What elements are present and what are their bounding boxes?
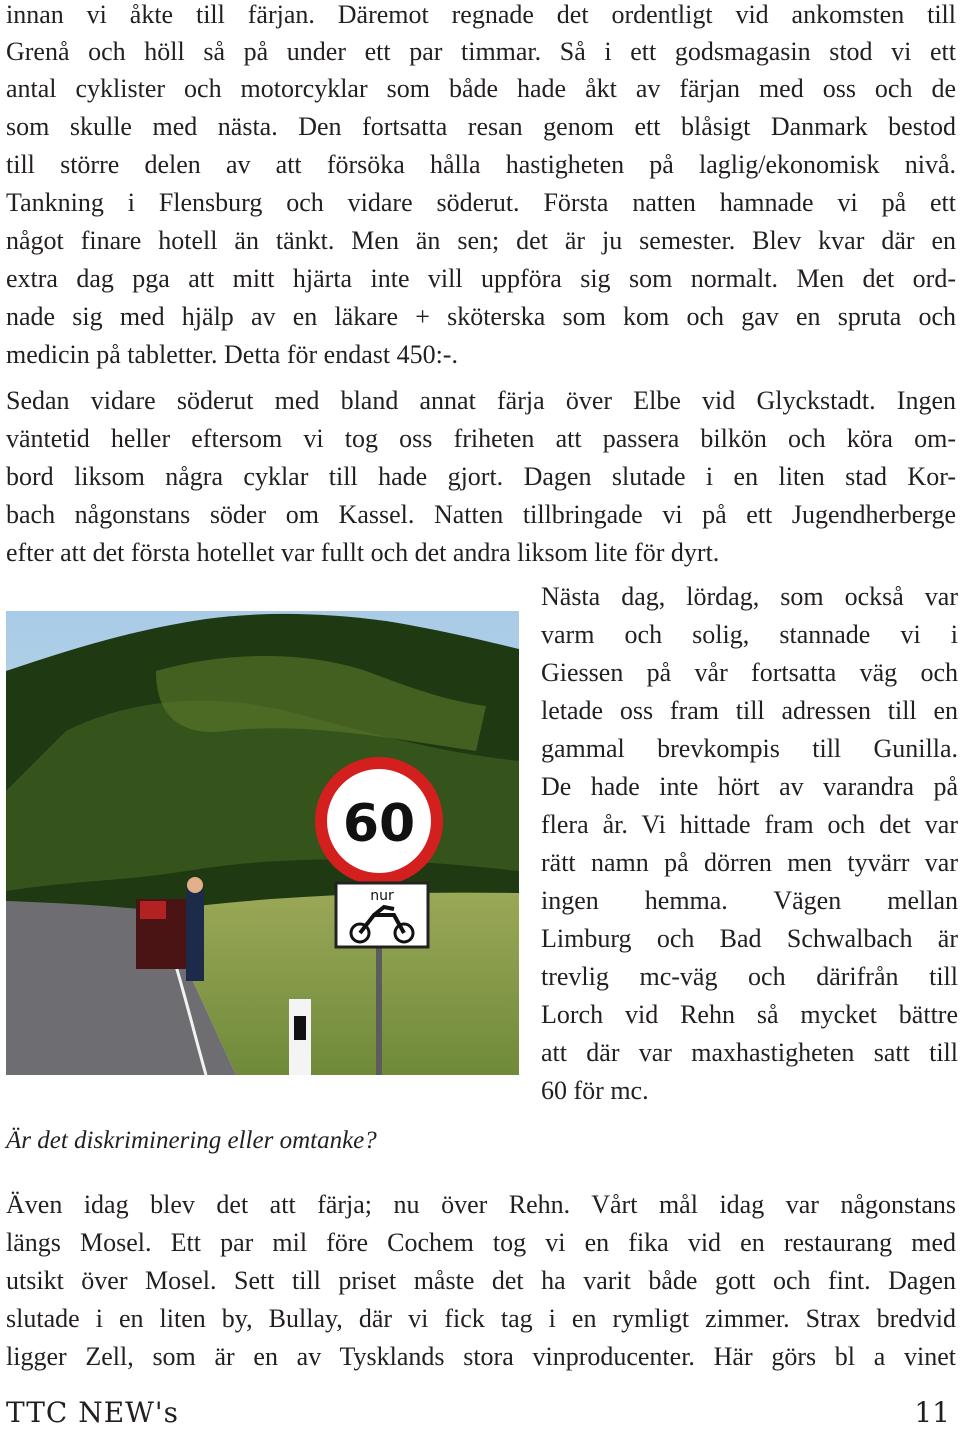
text-line: ingen hemma. Vägen mellan <box>541 886 958 915</box>
text-line: Lorch vid Rehn så mycket bättre <box>541 1000 958 1029</box>
publication-name: TTC NEW's <box>6 1396 179 1429</box>
text-line: Nästa dag, lördag, som också var <box>541 582 958 611</box>
page-number: 11 <box>914 1396 950 1429</box>
text-line: rätt namn på dörren men tyvärr var <box>541 848 958 877</box>
text-line: Även idag blev det att färja; nu över Rehn. Vårt mål idag var någonstans <box>6 1190 956 1219</box>
text-line: som skulle med nästa. Den fortsatta resan genom ett blåsigt Danmark bestod <box>6 112 956 141</box>
text-line: Tankning i Flensburg och vidare söderut. Första natten hamnade vi på ett <box>6 188 956 217</box>
text-line: till större delen av att försöka hålla hastigheten på laglig/ekonomisk nivå. <box>6 150 956 179</box>
photo-rider <box>186 889 204 981</box>
text-line: efter att det första hotellet var fullt och det andra liksom lite för dyrt. <box>6 538 720 567</box>
text-line: flera år. Vi hittade fram och det var <box>541 810 958 839</box>
text-line: varm och solig, stannade vi i <box>541 620 958 649</box>
text-line: De hade inte hört av varandra på <box>541 772 958 801</box>
text-line: Grenå och höll så på under ett par timmar. Så i ett godsmagasin stod vi ett <box>6 37 956 66</box>
text-line: nade sig med hjälp av en läkare + sköterska som kom och gav en spruta och <box>6 302 956 331</box>
text-line: trevlig mc-väg och därifrån till <box>541 962 958 991</box>
text-line: letade oss fram till adressen till en <box>541 696 958 725</box>
photo-delineator-stripe <box>294 1016 306 1040</box>
text-line: antal cyklister och motorcyklar som både hade åkt av färjan med oss och de <box>6 74 956 103</box>
text-line: längs Mosel. Ett par mil före Cochem tog vi en fika vid en restaurang med <box>6 1228 956 1257</box>
text-line: innan vi åkte till färjan. Däremot regnade det ordentligt vid ankomsten till <box>6 0 956 29</box>
text-line: något finare hotell än tänkt. Men än sen; det är ju semester. Blev kvar där en <box>6 226 956 255</box>
text-line: extra dag pga att mitt hjärta inte vill uppföra sig som normalt. Men det ord- <box>6 264 956 293</box>
photo-speed-sign-text: 60 <box>342 794 416 854</box>
text-line: ligger Zell, som är en av Tysklands stora vinproducenter. Här görs bl a vinet <box>6 1342 956 1371</box>
text-line: utsikt över Mosel. Sett till priset måste det ha varit både gott och fint. Dagen <box>6 1266 956 1295</box>
text-line: Limburg och Bad Schwalbach är <box>541 924 958 953</box>
text-line: bach någonstans söder om Kassel. Natten tillbringade vi på ett Jugendherberge <box>6 500 956 529</box>
text-line: gammal brevkompis till Gunilla. <box>541 734 958 763</box>
photo-supplementary-sign-text: nur <box>370 888 394 904</box>
text-line: medicin på tabletter. Detta för endast 450:-. <box>6 340 458 369</box>
photo-caption: Är det diskriminering eller omtanke? <box>6 1127 377 1154</box>
text-line: Sedan vidare söderut med bland annat färja över Elbe vid Glyckstadt. Ingen <box>6 386 956 415</box>
text-line: 60 för mc. <box>541 1076 649 1105</box>
text-line: att där var maxhastigheten satt till <box>541 1038 958 1067</box>
text-line: slutade i en liten by, Bullay, där vi fick tag i en rymligt zimmer. Strax bredvid <box>6 1304 956 1333</box>
photo-rider-head <box>187 877 203 893</box>
photo-motorcycle-top-case <box>140 901 166 919</box>
text-line: Giessen på vår fortsatta väg och <box>541 658 958 687</box>
text-line: väntetid heller eftersom vi tog oss friheten att passera bilkön och köra om- <box>6 424 956 453</box>
text-line: bord liksom några cyklar till hade gjort. Dagen slutade i en liten stad Kor- <box>6 462 956 491</box>
photo-road-sign <box>6 611 519 1075</box>
